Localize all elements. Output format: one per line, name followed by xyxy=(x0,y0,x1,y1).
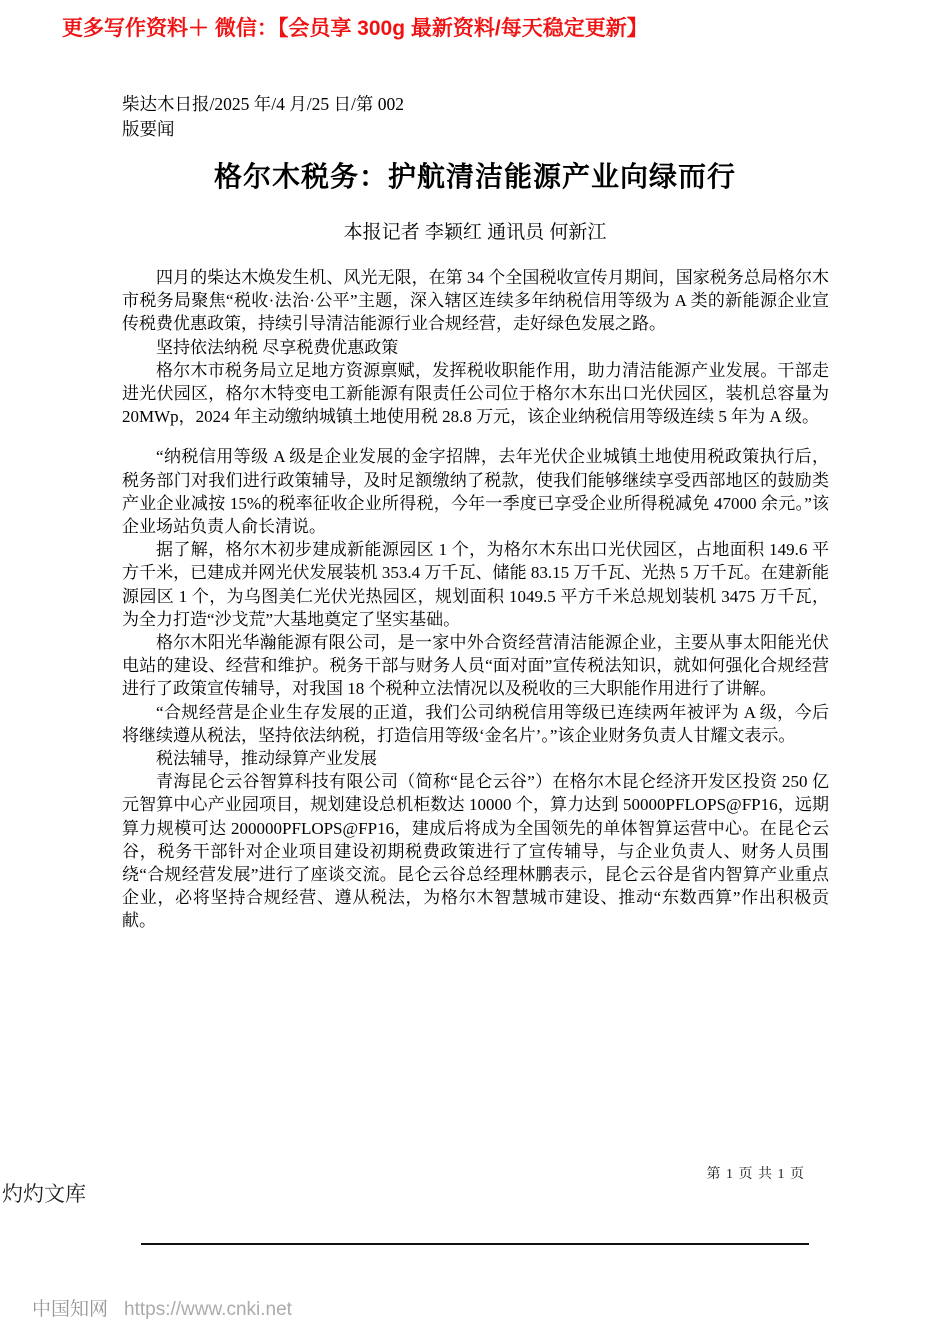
paragraph-intro: 四月的柴达木焕发生机、风光无限，在第 34 个全国税收宣传月期间，国家税务总局格尔木市税务局聚焦“税收·法治·公平”主题，深入辖区连续多年纳税信用等级为 A 类的新能源企业宣传税费优惠政策，持续引导清洁能源行业合规经营，走好绿色发展之路。 xyxy=(122,268,829,334)
source-masthead xyxy=(122,92,404,142)
paragraph-park-stats: 据了解，格尔木初步建成新能源园区 1 个，为格尔木东出口光伏园区，占地面积 149.6 平方千米，已建成并网光伏发展装机 353.4 万千瓦、储能 83.15 万千瓦、光热 5 万千瓦。在建新能源园区 1 个，为乌图美仁光伏光热园区，规划面积 1049.5 平方千米总规划装机 3475 万千瓦，为全力打造“沙戈荒”大基地奠定了坚实基础。 xyxy=(122,540,829,629)
cnki-brand-label: 中国知网 xyxy=(32,1299,109,1320)
article-byline: 本报记者 李颖红 通讯员 何新江 xyxy=(343,222,607,243)
article-title: 格尔木税务：护航清洁能源产业向绿而行 xyxy=(213,161,736,192)
paragraph-kunlunyungu: 青海昆仑云谷智算科技有限公司（简称“昆仑云谷”）在格尔木昆仑经济开发区投资 250 亿元智算中心产业园项目，规划建设总机柜数达 10000 个，算力达到 50000PFLOPS@FP16，远期算力规模可达 200000PFLOPS@FP16，建成后将成为全国领先的单体智算运营中心。在昆仑云谷，税务干部针对企业项目建设初期税费政策进行了宣传辅导，与企业负责人、财务人员围绕“合规经营发展”进行了座谈交流。昆仑云谷总经理林鹏表示，昆仑云谷是省内智算产业重点企业，必将坚持合规经营、遵从税法，为格尔木智慧城市建设、推动“东数西算”作出积极贡献。 xyxy=(122,772,829,931)
paragraph-quote-yuchangqing: “纳税信用等级 A 级是企业发展的金字招牌，去年光伏企业城镇土地使用税政策执行后，税务部门对我们进行政策辅导，及时足额缴纳了税款，使我们能够继续享受西部地区的鼓励类产业企业减按 15%的税率征收企业所得税，今年一季度已享受企业所得税减免 47000 余元。”该企业场站负责人俞长清说。 xyxy=(122,447,829,537)
cnki-url-text: https://www.cnki.net xyxy=(124,1299,292,1320)
paragraph-quote-ganyaowen: “合规经营是企业生存发展的正道，我们公司纳税信用等级已连续两年被评为 A 级，今后将继续遵从税法，坚持依法纳税，打造信用等级‘金名片’。”该企业财务负责人甘耀文表示。 xyxy=(122,702,829,745)
source-line-1: 柴达木日报/2025 年/4 月/25 日/第 002 xyxy=(122,94,404,114)
paragraph-company-yangguanghuahan: 格尔木阳光华瀚能源有限公司，是一家中外合资经营清洁能源企业，主要从事太阳能光伏电站的建设、经营和维护。税务干部与财务人员“面对面”宣传税法知识，就如何强化合规经营进行了政策宣传辅导，对我国 18 个税种立法情况以及税收的三大职能作用进行了讲解。 xyxy=(122,633,829,699)
paragraph-company-tebian: 格尔木市税务局立足地方资源禀赋，发挥税收职能作用，助力清洁能源产业发展。干部走进光伏园区，格尔木特变电工新能源有限责任公司位于格尔木东出口光伏园区，装机总容量为 20MWp，2024 年主动缴纳城镇土地使用税 28.8 万元，该企业纳税信用等级连续 5 年为 A 级。 xyxy=(122,360,829,427)
source-line-2: 版要闻 xyxy=(122,119,175,139)
section-subhead-2: 税法辅导，推动绿算产业发展 xyxy=(156,749,377,769)
promo-banner-text: 更多写作资料＋ 微信：【会员享 300g 最新资料/每天稳定更新】 xyxy=(62,17,648,40)
footer-divider-line xyxy=(141,1243,809,1245)
cnki-footer xyxy=(32,1294,292,1321)
section-subhead-1: 坚持依法纳税 尽享税费优惠政策 xyxy=(156,337,399,357)
article-body xyxy=(122,266,829,933)
library-watermark: 灼灼文库 xyxy=(2,1183,86,1206)
page-number-indicator: 第 1 页 共 1 页 xyxy=(706,1167,805,1182)
